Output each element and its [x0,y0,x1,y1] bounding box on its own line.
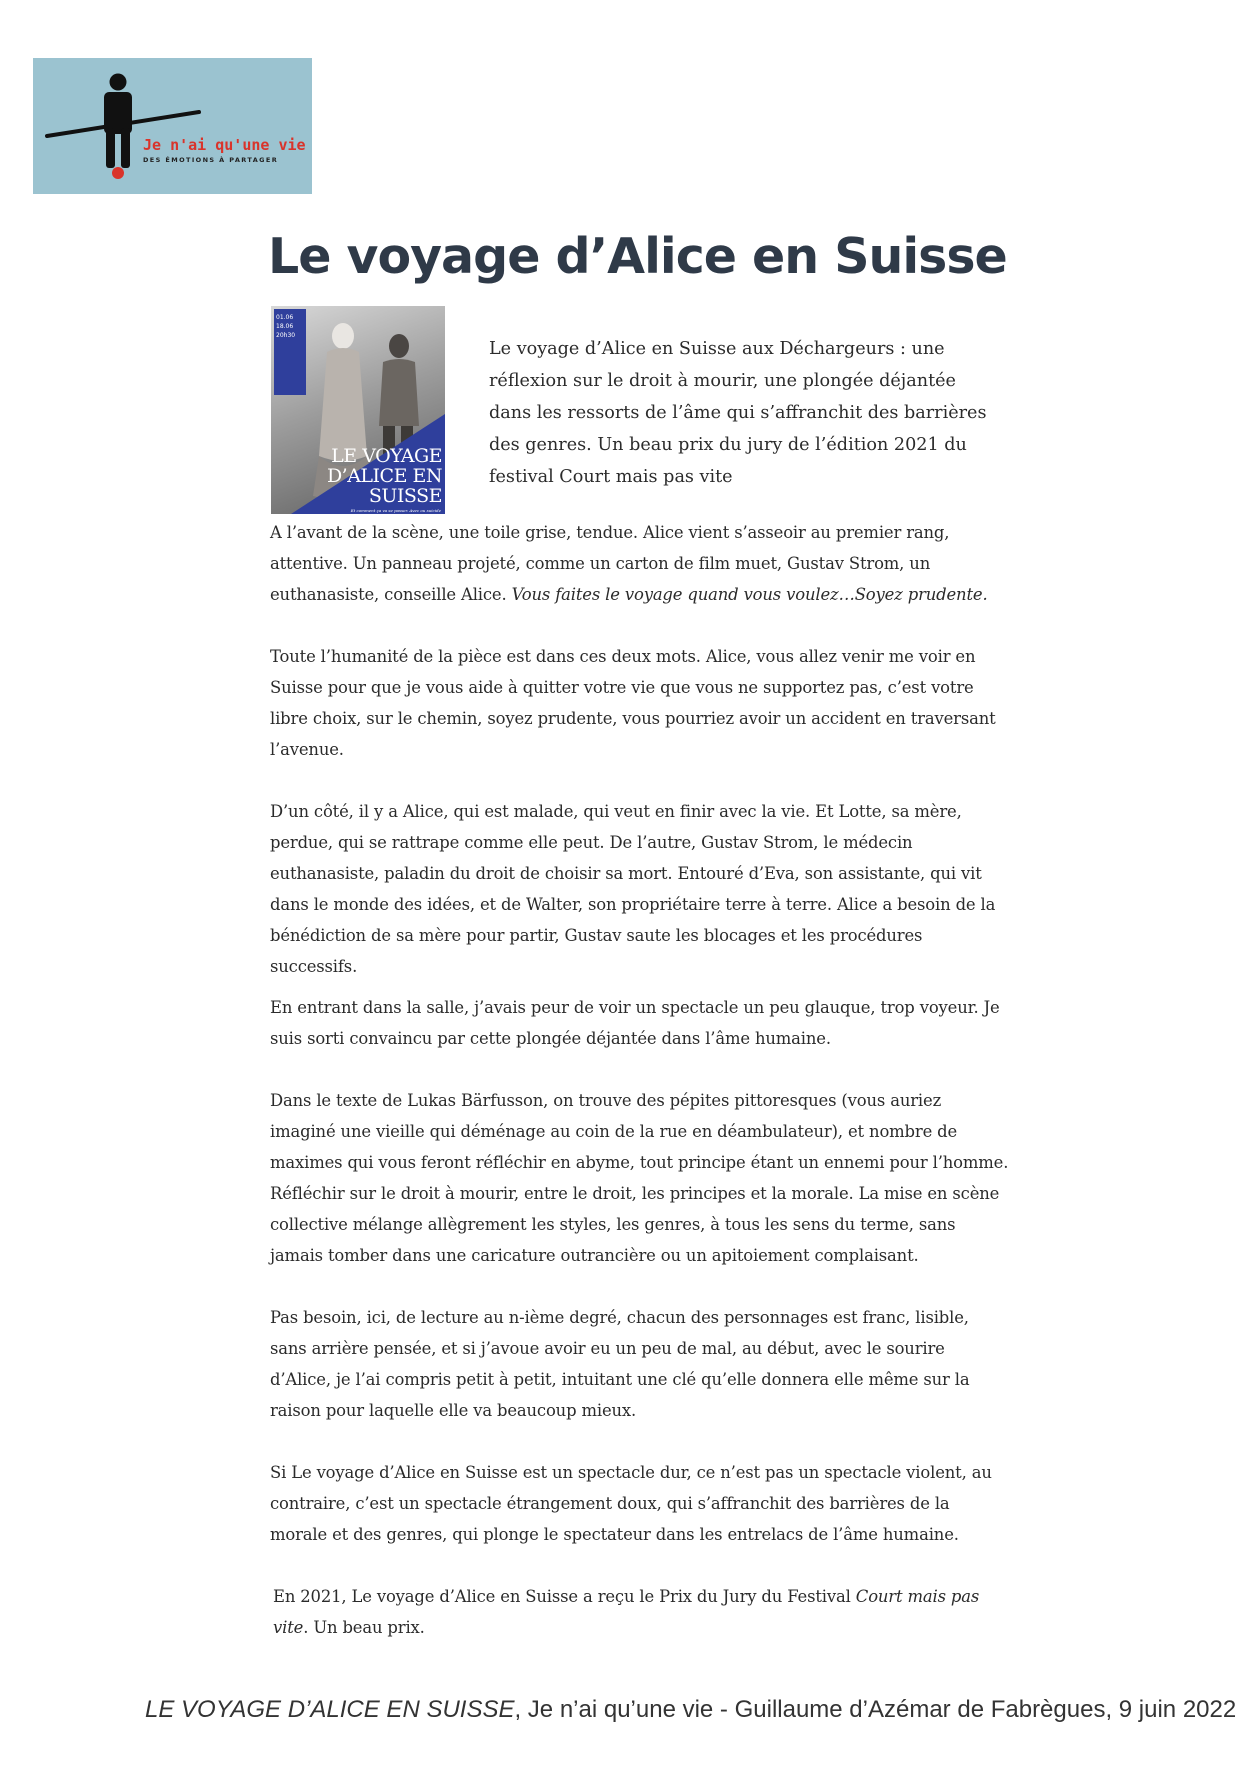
article-title: Le voyage d’Alice en Suisse [268,228,1007,285]
festival-name: Court mais pas vite [273,1587,980,1637]
paragraph-7: Si Le voyage d’Alice en Suisse est un spectacle dur, ce n’est pas un spectacle violent, au contraire, c’est un spectacle étrangement doux, qui s’affranchit des barrières de la morale et des genres, qui plonge le spectateur dans les entrelacs de l’âme humaine. [270,1463,992,1544]
paragraph-8 [270,1581,1010,1643]
paragraph-1-text: A l’avant de la scène, une toile grise, tendue. Alice vient s’asseoir au premier rang, attentive. Un panneau projeté, comme un carton de film muet, Gustav Strom, un euthanasiste, conseille Alice. [270,523,950,604]
poster-title-line1: LE VOYAGE [331,445,442,467]
poster-title-line2: D’ALICE EN SUISSE [326,465,442,507]
article-body [270,517,1010,1643]
source-footer [145,1696,1236,1724]
footer-title: LE VOYAGE D’ALICE EN SUISSE [145,1696,515,1723]
poster-title [271,446,442,506]
paragraph-6: Pas besoin, ici, de lecture au n-ième degré, chacun des personnages est franc, lisible, sans arrière pensée, et si j’avoue avoir eu un peu de mal, au début, avec le sourire d’Alice, je l’ai compris petit à petit, intuitant une clé qu’elle donnera elle même sur la raison pour laquelle elle va beaucoup mieux. [270,1308,970,1420]
tightrope-walker-icon [33,58,312,194]
poster-tagline: Et comment ça va se passer. Avec ou suicide [350,508,441,513]
logo-name: Je n'ai qu'une vie [143,136,306,154]
paragraph-8-text: En 2021, Le voyage d’Alice en Suisse a reçu le Prix du Jury du Festival [273,1587,856,1606]
paragraph-5: Dans le texte de Lukas Bärfusson, on trouve des pépites pittoresques (vous auriez imaginé une vieille qui déménage au coin de la rue en déambulateur), et nombre de maximes qui vous feront réfléchir en abyme, tout principe étant un ennemi pour l’homme. Réfléchir sur le droit à mourir, entre le droit, les principes et la morale. La mise en scène collective mélange allègrement les styles, les genres, à tous les sens du terme, sans jamais tomber dans une caricature outrancière ou un apitoiement complaisant. [270,1091,1009,1265]
paragraph-1 [270,517,1010,610]
paragraph-8-end: . Un beau prix. [303,1618,425,1637]
logo-tagline: DES ÉMOTIONS À PARTAGER [143,156,279,164]
paragraph-3: D’un côté, il y a Alice, qui est malade, qui veut en finir avec la vie. Et Lotte, sa mère, perdue, qui se rattrape comme elle peut. De l’autre, Gustav Strom, le médecin euthanasiste, paladin du droit de choisir sa mort. Entouré d’Eva, son assistante, qui vit dans le monde des idées, et de Walter, son propriétaire terre à terre. Alice a besoin de la bénédiction de sa mère pour partir, Gustav saute les blocages et les procédures successifs. [270,802,996,976]
poster-dates: 01.06 18.06 20h30 [274,309,306,395]
paragraph-2: Toute l’humanité de la pièce est dans ces deux mots. Alice, vous allez venir me voir en Suisse pour que je vous aide à quitter votre vie que vous ne supportez pas, c’est votre libre choix, sur le chemin, soyez prudente, vous pourriez avoir un accident en traversant l’avenue. [270,647,996,759]
footer-source: , Je n’ai qu’une vie - Guillaume d’Azémar de Fabrègues, 9 juin 2022 [514,1696,1237,1723]
paragraph-4: En entrant dans la salle, j’avais peur de voir un spectacle un peu glauque, trop voyeur. Je suis sorti convaincu par cette plongée déjantée dans l’âme humaine. [270,998,1000,1048]
site-logo[interactable] [33,58,312,194]
show-poster-image [271,306,445,514]
paragraph-1-quote: Vous faites le voyage quand vous voulez…Soyez prudente. [511,585,988,604]
article-intro: Le voyage d’Alice en Suisse aux Déchargeurs : une réflexion sur le droit à mourir, une plongée déjantée dans les ressorts de l’âme qui s’affranchit des barrières des genres. Un beau prix du jury de l’édition 2021 du festival Court mais pas vite [489,339,987,487]
